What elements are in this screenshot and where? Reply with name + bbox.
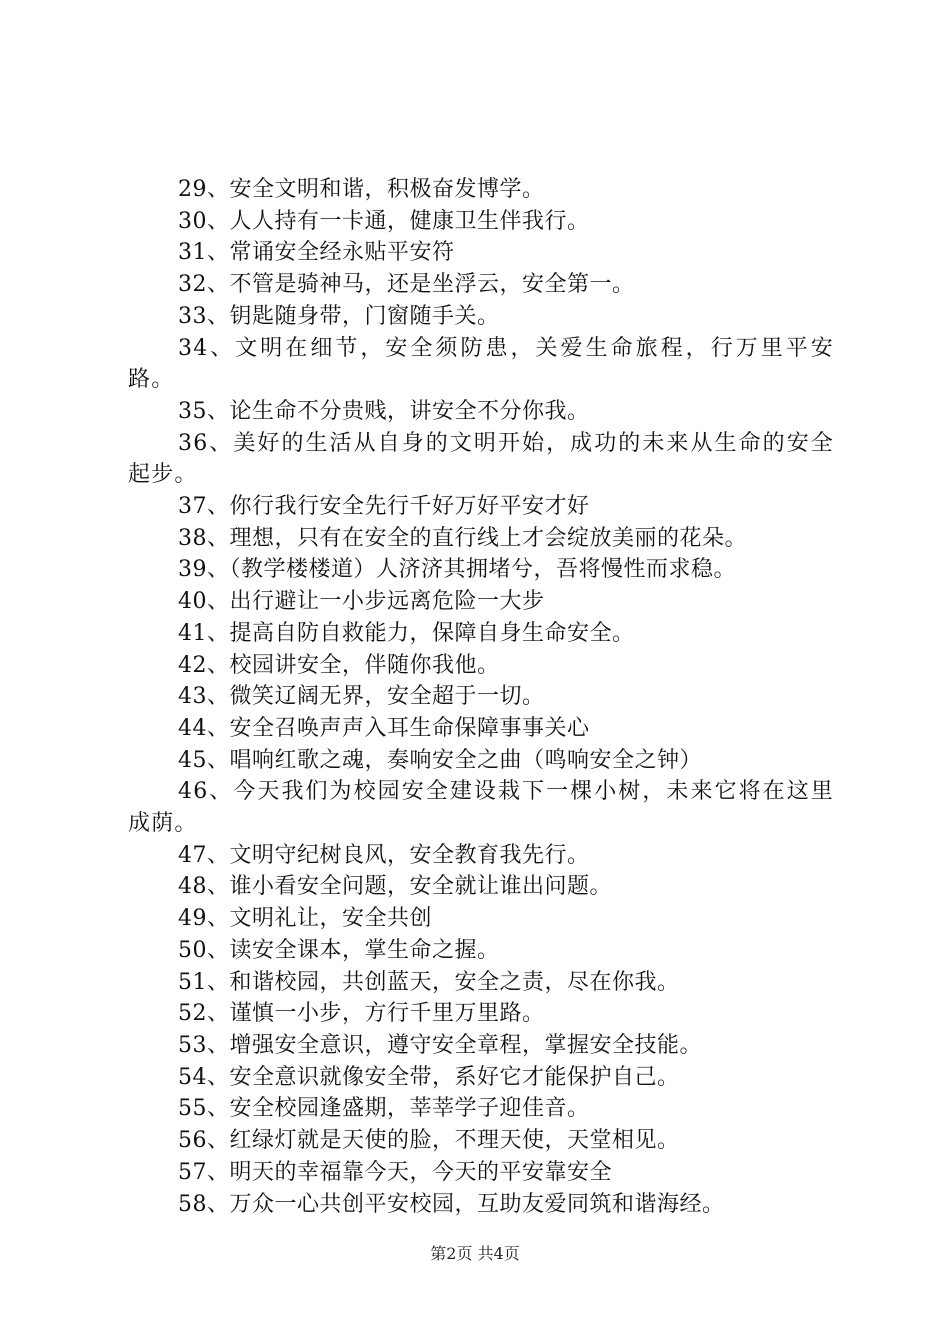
list-item: 32、不管是骑神马，还是坐浮云，安全第一。 <box>178 272 635 298</box>
list-item: 56、红绿灯就是天使的脸，不理天使，天堂相见。 <box>178 1128 680 1154</box>
list-item: 53、增强安全意识，遵守安全章程，掌握安全技能。 <box>178 1032 702 1058</box>
list-item: 43、微笑辽阔无界，安全超于一切。 <box>178 684 545 710</box>
list-item: 41、提高自防自救能力，保障自身生命安全。 <box>178 620 635 646</box>
list-item: 54、安全意识就像安全带，系好它才能保护自己。 <box>178 1064 680 1090</box>
list-item: 35、论生命不分贵贱，讲安全不分你我。 <box>178 398 590 424</box>
list-item: 36、美好的生活从自身的文明开始，成功的未来从生命的安全起步。 <box>128 430 834 488</box>
page-number-footer: 第2页 共4页 <box>430 1244 520 1263</box>
list-item: 55、安全校园逢盛期，莘莘学子迎佳音。 <box>178 1096 590 1122</box>
list-item: 45、唱响红歌之魂，奏响安全之曲（鸣响安全之钟） <box>178 747 702 773</box>
list-item: 39、（教学楼楼道）人济济其拥堵兮，吾将慢性而求稳。 <box>178 557 736 583</box>
list-item: 49、文明礼让，安全共创 <box>178 906 432 932</box>
list-item: 52、谨慎一小步，方行千里万里路。 <box>178 1001 545 1027</box>
list-item: 29、安全文明和谐，积极奋发博学。 <box>178 177 545 202</box>
list-item: 40、出行避让一小步远离危险一大步 <box>178 589 545 615</box>
list-item: 48、谁小看安全问题，安全就让谁出问题。 <box>178 874 612 900</box>
list-item: 44、安全召唤声声入耳生命保障事事关心 <box>178 715 590 741</box>
list-item: 33、钥匙随身带，门窗随手关。 <box>178 303 500 329</box>
list-item: 34、文明在细节，安全须防患，关爱生命旅程，行万里平安路。 <box>128 335 834 393</box>
list-item: 50、读安全课本，掌生命之握。 <box>178 937 500 963</box>
list-item: 58、万众一心共创平安校园，互助友爱同筑和谐海经。 <box>178 1191 725 1217</box>
list-item: 31、常诵安全经永贴平安符 <box>178 240 455 266</box>
list-item: 38、理想，只有在安全的直行线上才会绽放美丽的花朵。 <box>178 525 747 551</box>
list-item: 37、你行我行安全先行千好万好平安才好 <box>178 494 590 520</box>
slogan-list <box>128 174 834 1220</box>
list-item: 46、今天我们为校园安全建设栽下一棵小树，未来它将在这里成荫。 <box>128 779 834 837</box>
list-item: 30、人人持有一卡通，健康卫生伴我行。 <box>178 208 590 234</box>
list-item: 57、明天的幸福靠今天，今天的平安靠安全 <box>178 1159 612 1185</box>
list-item: 51、和谐校园，共创蓝天，安全之责，尽在你我。 <box>178 969 680 995</box>
list-item: 47、文明守纪树良风，安全教育我先行。 <box>178 842 590 868</box>
list-item: 42、校园讲安全，伴随你我他。 <box>178 652 500 678</box>
